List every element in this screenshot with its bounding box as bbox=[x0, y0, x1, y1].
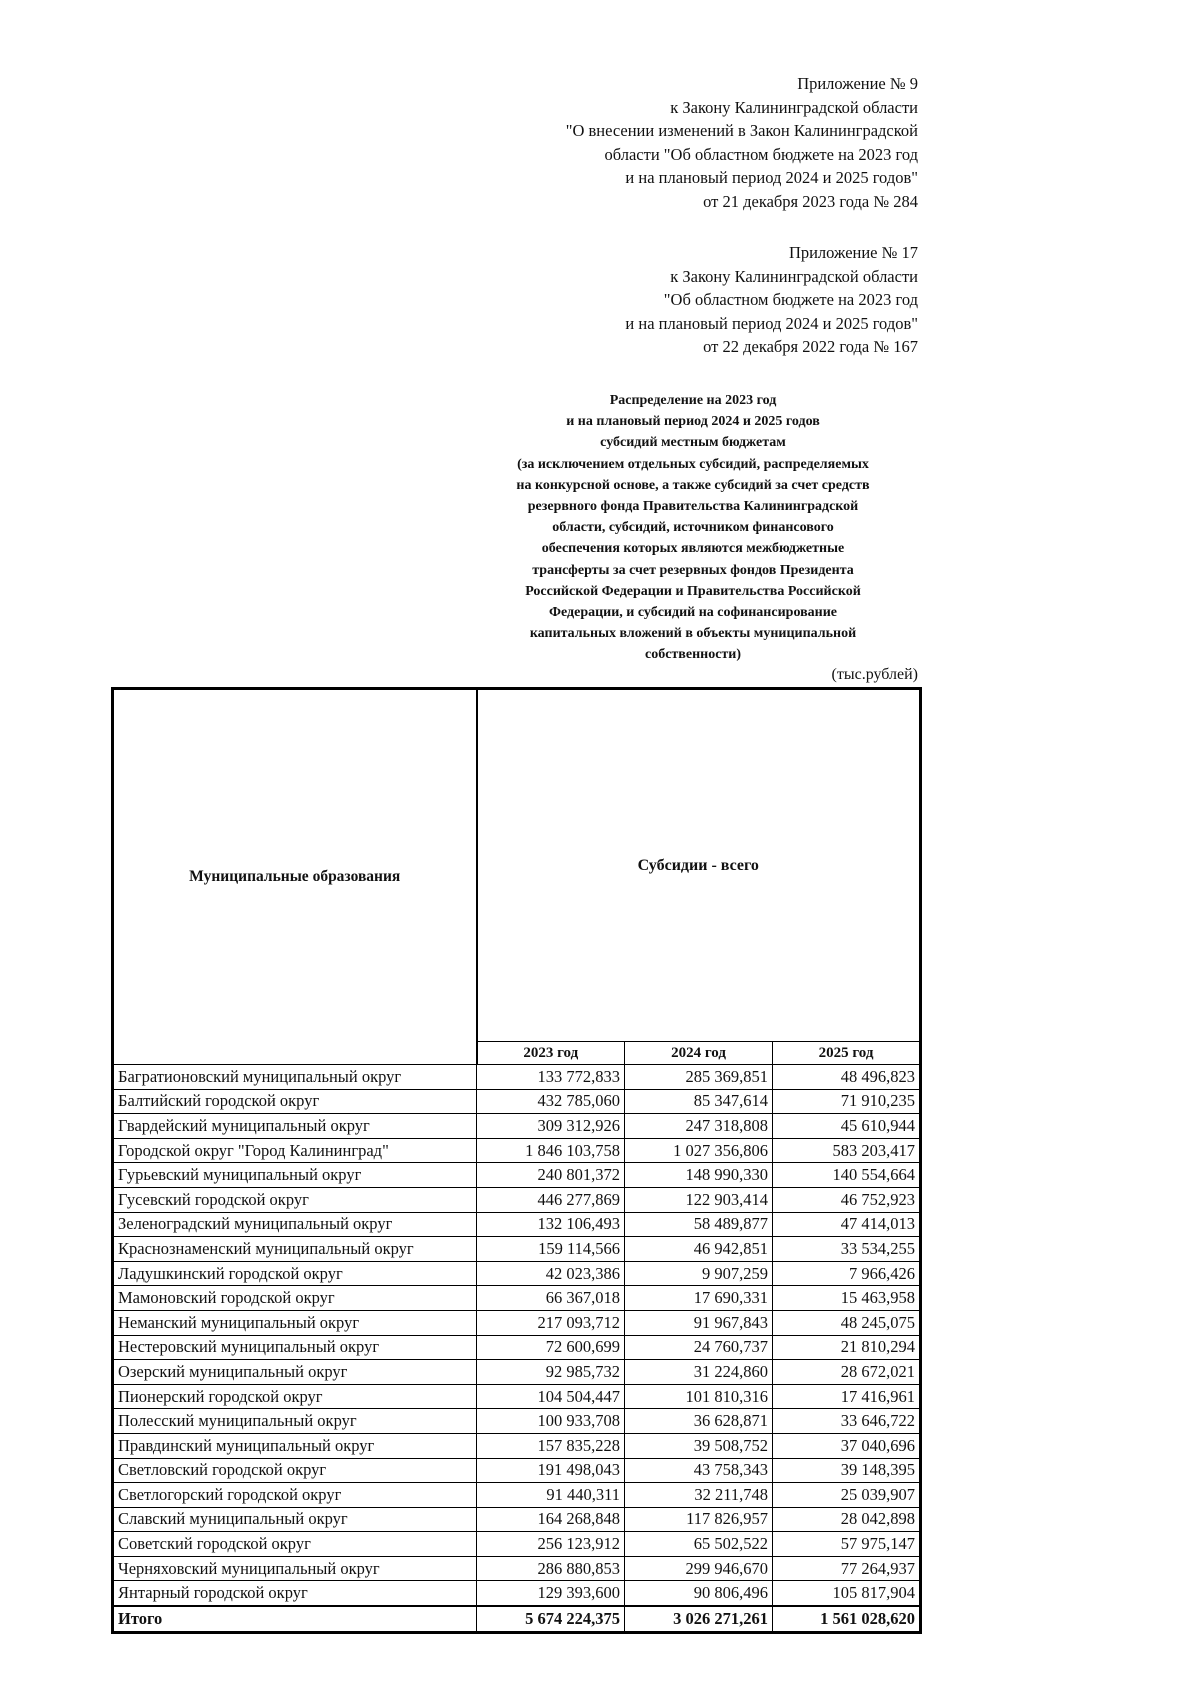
value-2023: 309 312,926 bbox=[477, 1114, 625, 1139]
value-2024: 36 628,871 bbox=[625, 1409, 773, 1434]
annex-line: и на плановый период 2024 и 2025 годов" bbox=[625, 313, 918, 333]
annex-current-header bbox=[566, 72, 918, 214]
value-2024: 39 508,752 bbox=[625, 1433, 773, 1458]
value-2023: 104 504,447 bbox=[477, 1384, 625, 1409]
value-2023: 217 093,712 bbox=[477, 1310, 625, 1335]
title-line: (за исключением отдельных субсидий, распределяемых bbox=[517, 456, 869, 472]
value-2023: 5 674 224,375 bbox=[477, 1606, 625, 1632]
table-row bbox=[113, 1261, 921, 1286]
table-row bbox=[113, 1458, 921, 1483]
title-line: трансферты за счет резервных фондов Президента bbox=[532, 562, 854, 578]
value-2025: 33 646,722 bbox=[773, 1409, 921, 1434]
municipality-name: Правдинский муниципальный округ bbox=[113, 1433, 477, 1458]
value-2025: 105 817,904 bbox=[773, 1581, 921, 1606]
annex-line: от 22 декабря 2022 года № 167 bbox=[703, 337, 918, 357]
value-2023: 100 933,708 bbox=[477, 1409, 625, 1434]
value-2023: 66 367,018 bbox=[477, 1286, 625, 1311]
value-2025: 45 610,944 bbox=[773, 1114, 921, 1139]
title-line: Федерации, и субсидий на софинансирование bbox=[548, 605, 838, 621]
value-2023: 42 023,386 bbox=[477, 1261, 625, 1286]
table-total-row bbox=[113, 1606, 921, 1632]
municipality-name: Янтарный городской округ bbox=[113, 1581, 477, 1606]
value-2023: 129 393,600 bbox=[477, 1581, 625, 1606]
table-row bbox=[113, 1433, 921, 1458]
table-row bbox=[113, 1310, 921, 1335]
table-row bbox=[113, 1507, 921, 1532]
value-2023: 286 880,853 bbox=[477, 1556, 625, 1581]
title-line: субсидий местным бюджетам bbox=[600, 435, 786, 451]
value-2025: 583 203,417 bbox=[773, 1138, 921, 1163]
annex-line: "О внесении изменений в Закон Калининградской bbox=[565, 121, 918, 141]
value-2024: 58 489,877 bbox=[625, 1212, 773, 1237]
municipality-name: Зеленоградский муниципальный округ bbox=[113, 1212, 477, 1237]
value-2025: 71 910,235 bbox=[773, 1089, 921, 1114]
annex-line: "Об областном бюджете на 2023 год bbox=[663, 290, 918, 310]
title-line: на конкурсной основе, а также субсидий за счет средств bbox=[516, 477, 870, 493]
table-row bbox=[113, 1187, 921, 1212]
value-2025: 47 414,013 bbox=[773, 1212, 921, 1237]
value-2023: 132 106,493 bbox=[477, 1212, 625, 1237]
value-2025: 140 554,664 bbox=[773, 1163, 921, 1188]
municipality-name: Багратионовский муниципальный округ bbox=[113, 1065, 477, 1090]
municipality-name: Ладушкинский городской округ bbox=[113, 1261, 477, 1286]
value-2024: 117 826,957 bbox=[625, 1507, 773, 1532]
annex-line: и на плановый период 2024 и 2025 годов" bbox=[625, 168, 918, 188]
table-row bbox=[113, 1483, 921, 1508]
title-line: и на плановый период 2024 и 2025 годов bbox=[566, 414, 820, 430]
total-label: Итого bbox=[113, 1606, 477, 1632]
value-2024: 285 369,851 bbox=[625, 1065, 773, 1090]
units-label: (тыс.рублей) bbox=[831, 666, 918, 683]
municipality-name: Пионерский городской округ bbox=[113, 1384, 477, 1409]
value-2024: 85 347,614 bbox=[625, 1089, 773, 1114]
table-row bbox=[113, 1581, 921, 1606]
table-row bbox=[113, 1335, 921, 1360]
annex-line: Приложение № 9 bbox=[797, 74, 918, 93]
value-2025: 33 534,255 bbox=[773, 1237, 921, 1262]
document-title bbox=[458, 390, 928, 666]
header-subsidies-total: Субсидии - всего bbox=[477, 689, 921, 1042]
annex-original-header bbox=[625, 241, 918, 359]
table-row bbox=[113, 1360, 921, 1385]
table-row bbox=[113, 1065, 921, 1090]
header-municipality: Муниципальные образования bbox=[113, 689, 477, 1065]
title-line: Распределение на 2023 год bbox=[609, 393, 777, 408]
table-row bbox=[113, 1237, 921, 1262]
municipality-name: Светлогорский городской округ bbox=[113, 1483, 477, 1508]
value-2024: 3 026 271,261 bbox=[625, 1606, 773, 1632]
municipality-name: Черняховский муниципальный округ bbox=[113, 1556, 477, 1581]
value-2025: 1 561 028,620 bbox=[773, 1606, 921, 1632]
value-2024: 24 760,737 bbox=[625, 1335, 773, 1360]
header-year-2024: 2024 год bbox=[625, 1042, 773, 1065]
value-2025: 46 752,923 bbox=[773, 1187, 921, 1212]
value-2025: 28 672,021 bbox=[773, 1360, 921, 1385]
value-2024: 299 946,670 bbox=[625, 1556, 773, 1581]
value-2024: 32 211,748 bbox=[625, 1483, 773, 1508]
value-2025: 57 975,147 bbox=[773, 1532, 921, 1557]
value-2025: 77 264,937 bbox=[773, 1556, 921, 1581]
value-2024: 90 806,496 bbox=[625, 1581, 773, 1606]
table-row bbox=[113, 1163, 921, 1188]
value-2024: 31 224,860 bbox=[625, 1360, 773, 1385]
value-2023: 92 985,732 bbox=[477, 1360, 625, 1385]
header-year-2025: 2025 год bbox=[773, 1042, 921, 1065]
value-2025: 17 416,961 bbox=[773, 1384, 921, 1409]
value-2023: 157 835,228 bbox=[477, 1433, 625, 1458]
table-row bbox=[113, 1384, 921, 1409]
value-2023: 432 785,060 bbox=[477, 1089, 625, 1114]
title-line: области, субсидий, источником финансового bbox=[552, 520, 834, 536]
value-2024: 101 810,316 bbox=[625, 1384, 773, 1409]
value-2023: 164 268,848 bbox=[477, 1507, 625, 1532]
municipality-name: Светловский городской округ bbox=[113, 1458, 477, 1483]
title-line: капитальных вложений в объекты муниципальной bbox=[529, 626, 857, 642]
value-2024: 17 690,331 bbox=[625, 1286, 773, 1311]
annex-line: к Закону Калининградской области bbox=[670, 97, 918, 117]
value-2025: 15 463,958 bbox=[773, 1286, 921, 1311]
value-2025: 25 039,907 bbox=[773, 1483, 921, 1508]
value-2023: 159 114,566 bbox=[477, 1237, 625, 1262]
municipality-name: Нестеровский муниципальный округ bbox=[113, 1335, 477, 1360]
municipality-name: Озерский муниципальный округ bbox=[113, 1360, 477, 1385]
header-year-2023: 2023 год bbox=[477, 1042, 625, 1065]
municipality-name: Полесский муниципальный округ bbox=[113, 1409, 477, 1434]
table-row bbox=[113, 1212, 921, 1237]
value-2023: 256 123,912 bbox=[477, 1532, 625, 1557]
annex-line: Приложение № 17 bbox=[788, 243, 918, 262]
value-2025: 28 042,898 bbox=[773, 1507, 921, 1532]
value-2023: 446 277,869 bbox=[477, 1187, 625, 1212]
municipality-name: Гвардейский муниципальный округ bbox=[113, 1114, 477, 1139]
municipality-name: Городской округ "Город Калининград" bbox=[113, 1138, 477, 1163]
annex-line: области "Об областном бюджете на 2023 год bbox=[604, 144, 918, 164]
value-2024: 91 967,843 bbox=[625, 1310, 773, 1335]
title-line: Российской Федерации и Правительства Российской bbox=[525, 583, 861, 599]
title-line: собственности) bbox=[644, 647, 742, 663]
table-row bbox=[113, 1532, 921, 1557]
value-2023: 191 498,043 bbox=[477, 1458, 625, 1483]
municipality-name: Советский городской округ bbox=[113, 1532, 477, 1557]
table-row bbox=[113, 1556, 921, 1581]
annex-line: к Закону Калининградской области bbox=[670, 266, 918, 286]
value-2025: 48 496,823 bbox=[773, 1065, 921, 1090]
title-line: обеспечения которых являются межбюджетные bbox=[541, 541, 845, 557]
municipality-name: Гурьевский муниципальный округ bbox=[113, 1163, 477, 1188]
value-2025: 7 966,426 bbox=[773, 1261, 921, 1286]
value-2025: 39 148,395 bbox=[773, 1458, 921, 1483]
table-row bbox=[113, 1286, 921, 1311]
municipality-name: Славский муниципальный округ bbox=[113, 1507, 477, 1532]
title-line: резервного фонда Правительства Калининградской bbox=[527, 499, 859, 515]
value-2024: 46 942,851 bbox=[625, 1237, 773, 1262]
value-2025: 37 040,696 bbox=[773, 1433, 921, 1458]
subsidies-table bbox=[111, 687, 922, 1634]
value-2024: 122 903,414 bbox=[625, 1187, 773, 1212]
annex-line: от 21 декабря 2023 года № 284 bbox=[703, 191, 918, 211]
table-row bbox=[113, 1409, 921, 1434]
value-2024: 65 502,522 bbox=[625, 1532, 773, 1557]
value-2025: 48 245,075 bbox=[773, 1310, 921, 1335]
municipality-name: Гусевский городской округ bbox=[113, 1187, 477, 1212]
municipality-name: Неманский муниципальный округ bbox=[113, 1310, 477, 1335]
value-2023: 91 440,311 bbox=[477, 1483, 625, 1508]
value-2024: 9 907,259 bbox=[625, 1261, 773, 1286]
value-2023: 240 801,372 bbox=[477, 1163, 625, 1188]
municipality-name: Балтийский городской округ bbox=[113, 1089, 477, 1114]
value-2025: 21 810,294 bbox=[773, 1335, 921, 1360]
table-row bbox=[113, 1089, 921, 1114]
value-2023: 1 846 103,758 bbox=[477, 1138, 625, 1163]
municipality-name: Мамоновский городской округ bbox=[113, 1286, 477, 1311]
value-2023: 72 600,699 bbox=[477, 1335, 625, 1360]
table-row bbox=[113, 1114, 921, 1139]
value-2024: 148 990,330 bbox=[625, 1163, 773, 1188]
value-2024: 247 318,808 bbox=[625, 1114, 773, 1139]
value-2024: 43 758,343 bbox=[625, 1458, 773, 1483]
table-body bbox=[113, 1065, 921, 1633]
value-2024: 1 027 356,806 bbox=[625, 1138, 773, 1163]
municipality-name: Краснознаменский муниципальный округ bbox=[113, 1237, 477, 1262]
table-row bbox=[113, 1138, 921, 1163]
value-2023: 133 772,833 bbox=[477, 1065, 625, 1090]
